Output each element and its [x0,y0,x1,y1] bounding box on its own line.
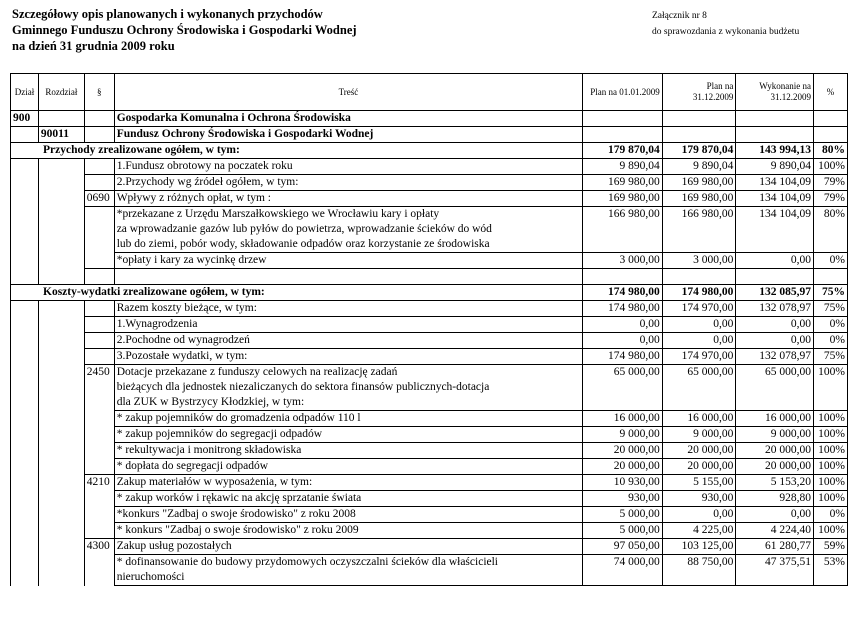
plan-start-cell: 20 000,00 [583,443,663,459]
tresc-cell: Dotacje przekazane z funduszy celowych na realizację zadań bieżących dla jednostek niezaliczanych do sektora finansów publicznych-dotacja dla ZUK w Bystrzycy Kłodzkiej, w tym: [114,365,582,411]
plan-end-cell: 3 000,00 [662,253,736,269]
wykonanie-cell: 0,00 [736,507,814,523]
table-row [11,317,848,333]
wykonanie-cell: 143 994,13 [736,143,814,159]
tresc-cell: Zakup materiałów w wyposażenia, w tym: [114,475,582,491]
percent-cell: 75% [813,285,847,301]
tresc-cell: *opłaty i kary za wycinkę drzew [114,253,582,269]
wykonanie-cell: 134 104,09 [736,191,814,207]
title-line-3: na dzień 31 grudnia 2009 roku [12,39,175,53]
plan-start-cell: 174 980,00 [583,285,663,301]
table-row [11,523,848,539]
tresc-cell: 2.Pochodne od wynagrodzeń [114,333,582,349]
percent-cell: 80% [813,143,847,159]
paragraf-cell: 0690 [84,191,114,207]
wykonanie-cell: 132 078,97 [736,301,814,317]
plan-start-cell: 930,00 [583,491,663,507]
plan-start-cell: 97 050,00 [583,539,663,555]
plan-end-cell: 0,00 [662,333,736,349]
paragraf-cell: 2450 [84,365,114,411]
percent-cell: 80% [813,207,847,253]
plan-end-cell: 169 980,00 [662,191,736,207]
budget-table [10,73,848,586]
percent-cell: 100% [813,365,847,411]
tresc-cell: * rekultywacja i monitrong składowiska [114,443,582,459]
plan-end-cell: 9 000,00 [662,427,736,443]
table-row [11,475,848,491]
plan-start-cell: 9 000,00 [583,427,663,443]
table-row [11,507,848,523]
percent-cell: 100% [813,475,847,491]
table-row [11,539,848,555]
percent-cell: 79% [813,175,847,191]
attachment-line-2: do sprawozdania z wykonania budżetu [652,27,800,37]
wykonanie-cell: 20 000,00 [736,443,814,459]
plan-start-cell: 20 000,00 [583,459,663,475]
col-plan-start: Plan na 01.01.2009 [583,74,663,111]
tresc-cell: Zakup usług pozostałych [114,539,582,555]
table-row [11,301,848,317]
table-row [11,491,848,507]
table-row [11,333,848,349]
plan-end-cell: 65 000,00 [662,365,736,411]
plan-start-cell: 166 980,00 [583,207,663,253]
plan-end-cell: 20 000,00 [662,443,736,459]
table-row [11,285,848,301]
attachment-note [652,8,799,40]
table-row [11,191,848,207]
wykonanie-cell: 61 280,77 [736,539,814,555]
table-row [11,365,848,411]
plan-end-cell: 174 970,00 [662,301,736,317]
rozdzial-cell: 90011 [38,127,84,143]
paragraf-cell: 4210 [84,475,114,491]
wykonanie-cell: 0,00 [736,333,814,349]
plan-start-cell: 179 870,04 [583,143,663,159]
plan-end-cell: 103 125,00 [662,539,736,555]
tresc-cell: * zakup worków i rękawic na akcję sprzatanie świata [114,491,582,507]
table-row [11,555,848,586]
dzial-cell: 900 [11,111,39,127]
plan-start-cell: 65 000,00 [583,365,663,411]
plan-start-cell: 174 980,00 [583,301,663,317]
table-header [11,74,848,111]
wykonanie-cell: 5 153,20 [736,475,814,491]
tresc-cell: * dopłata do segregacji odpadów [114,459,582,475]
percent-cell: 59% [813,539,847,555]
plan-start-cell: 169 980,00 [583,175,663,191]
col-tresc: Treść [114,74,582,111]
tresc-cell: 1.Wynagrodzenia [114,317,582,333]
plan-start-cell: 9 890,04 [583,159,663,175]
plan-end-cell: 0,00 [662,317,736,333]
plan-end-cell: 0,00 [662,507,736,523]
wykonanie-cell: 20 000,00 [736,459,814,475]
percent-cell: 100% [813,427,847,443]
plan-start-cell: 16 000,00 [583,411,663,427]
table-row [11,159,848,175]
wykonanie-cell: 4 224,40 [736,523,814,539]
percent-cell: 100% [813,459,847,475]
wykonanie-cell: 132 085,97 [736,285,814,301]
table-row [11,253,848,269]
paragraf-cell: 4300 [84,539,114,555]
plan-start-cell: 169 980,00 [583,191,663,207]
tresc-cell: * dofinansowanie do budowy przydomowych oczyszczalni ścieków dla właścicieli nieruchomości [114,555,582,586]
table-row [11,175,848,191]
col-percent: % [813,74,847,111]
plan-end-cell: 930,00 [662,491,736,507]
tresc-cell: 3.Pozostałe wydatki, w tym: [114,349,582,365]
table-row [11,411,848,427]
wykonanie-cell: 134 104,09 [736,207,814,253]
plan-end-cell: 166 980,00 [662,207,736,253]
plan-start-cell: 0,00 [583,317,663,333]
title-line-2: Gminnego Funduszu Ochrony Środowiska i Gospodarki Wodnej [12,23,357,37]
percent-cell: 0% [813,317,847,333]
percent-cell: 100% [813,523,847,539]
tresc-cell: Przychody zrealizowane ogółem, w tym: [11,143,583,159]
wykonanie-cell: 0,00 [736,317,814,333]
attachment-line-1: Załącznik nr 8 [652,11,707,21]
percent-cell: 0% [813,507,847,523]
plan-start-cell: 5 000,00 [583,507,663,523]
table-row [11,427,848,443]
title-line-1: Szczegółowy opis planowanych i wykonanych przychodów [12,7,323,21]
plan-start-cell: 3 000,00 [583,253,663,269]
plan-start-cell: 74 000,00 [583,555,663,586]
percent-cell: 0% [813,333,847,349]
table-row [11,143,848,159]
wykonanie-cell: 65 000,00 [736,365,814,411]
table-row [11,127,848,143]
plan-end-cell: 169 980,00 [662,175,736,191]
tresc-cell: Razem koszty bieżące, w tym: [114,301,582,317]
tresc-cell: Gospodarka Komunalna i Ochrona Środowiska [114,111,582,127]
plan-end-cell: 174 980,00 [662,285,736,301]
plan-end-cell: 9 890,04 [662,159,736,175]
wykonanie-cell: 132 078,97 [736,349,814,365]
tresc-cell: * zakup pojemników do gromadzenia odpadów 110 l [114,411,582,427]
percent-cell: 100% [813,491,847,507]
plan-end-cell: 179 870,04 [662,143,736,159]
plan-end-cell: 4 225,00 [662,523,736,539]
spacer-row [11,269,848,285]
col-rozdzial: Rozdział [38,74,84,111]
plan-start-cell: 0,00 [583,333,663,349]
tresc-cell: * konkurs "Zadbaj o swoje środowisko" z roku 2009 [114,523,582,539]
plan-end-cell: 88 750,00 [662,555,736,586]
percent-cell: 100% [813,443,847,459]
col-dzial: Dział [11,74,39,111]
wykonanie-cell: 16 000,00 [736,411,814,427]
report-title [12,6,357,54]
tresc-cell: *przekazane z Urzędu Marszałkowskiego we Wrocławiu kary i opłaty za wprowadzanie gazów lub pyłów do powietrza, wprowadzanie ścieków do wód lub do ziemi, pobór wody, składowanie odpadów oraz korzystanie ze środowiska [114,207,582,253]
tresc-cell: Wpływy z różnych opłat, w tym : [114,191,582,207]
col-paragraf: § [84,74,114,111]
percent-cell: 79% [813,191,847,207]
wykonanie-cell: 47 375,51 [736,555,814,586]
percent-cell: 53% [813,555,847,586]
plan-end-cell: 20 000,00 [662,459,736,475]
table-row [11,443,848,459]
plan-start-cell: 5 000,00 [583,523,663,539]
percent-cell: 100% [813,159,847,175]
tresc-cell: *konkurs "Zadbaj o swoje środowisko" z roku 2008 [114,507,582,523]
plan-start-cell: 174 980,00 [583,349,663,365]
percent-cell: 0% [813,253,847,269]
percent-cell: 75% [813,301,847,317]
wykonanie-cell: 9 890,04 [736,159,814,175]
col-plan-end: Plan na 31.12.2009 [662,74,736,111]
tresc-cell: 1.Fundusz obrotowy na poczatek roku [114,159,582,175]
plan-end-cell: 5 155,00 [662,475,736,491]
plan-end-cell: 16 000,00 [662,411,736,427]
col-wykonanie: Wykonanie na 31.12.2009 [736,74,814,111]
table-row [11,459,848,475]
table-row [11,111,848,127]
wykonanie-cell: 9 000,00 [736,427,814,443]
wykonanie-cell: 0,00 [736,253,814,269]
wykonanie-cell: 134 104,09 [736,175,814,191]
tresc-cell: Fundusz Ochrony Środowiska i Gospodarki Wodnej [114,127,582,143]
percent-cell: 100% [813,411,847,427]
plan-start-cell: 10 930,00 [583,475,663,491]
table-row [11,207,848,253]
plan-end-cell: 174 970,00 [662,349,736,365]
tresc-cell: * zakup pojemników do segregacji odpadów [114,427,582,443]
tresc-cell: Koszty-wydatki zrealizowane ogółem, w tym: [11,285,583,301]
table-row [11,349,848,365]
wykonanie-cell: 928,80 [736,491,814,507]
percent-cell: 75% [813,349,847,365]
tresc-cell: 2.Przychody wg źródeł ogółem, w tym: [114,175,582,191]
